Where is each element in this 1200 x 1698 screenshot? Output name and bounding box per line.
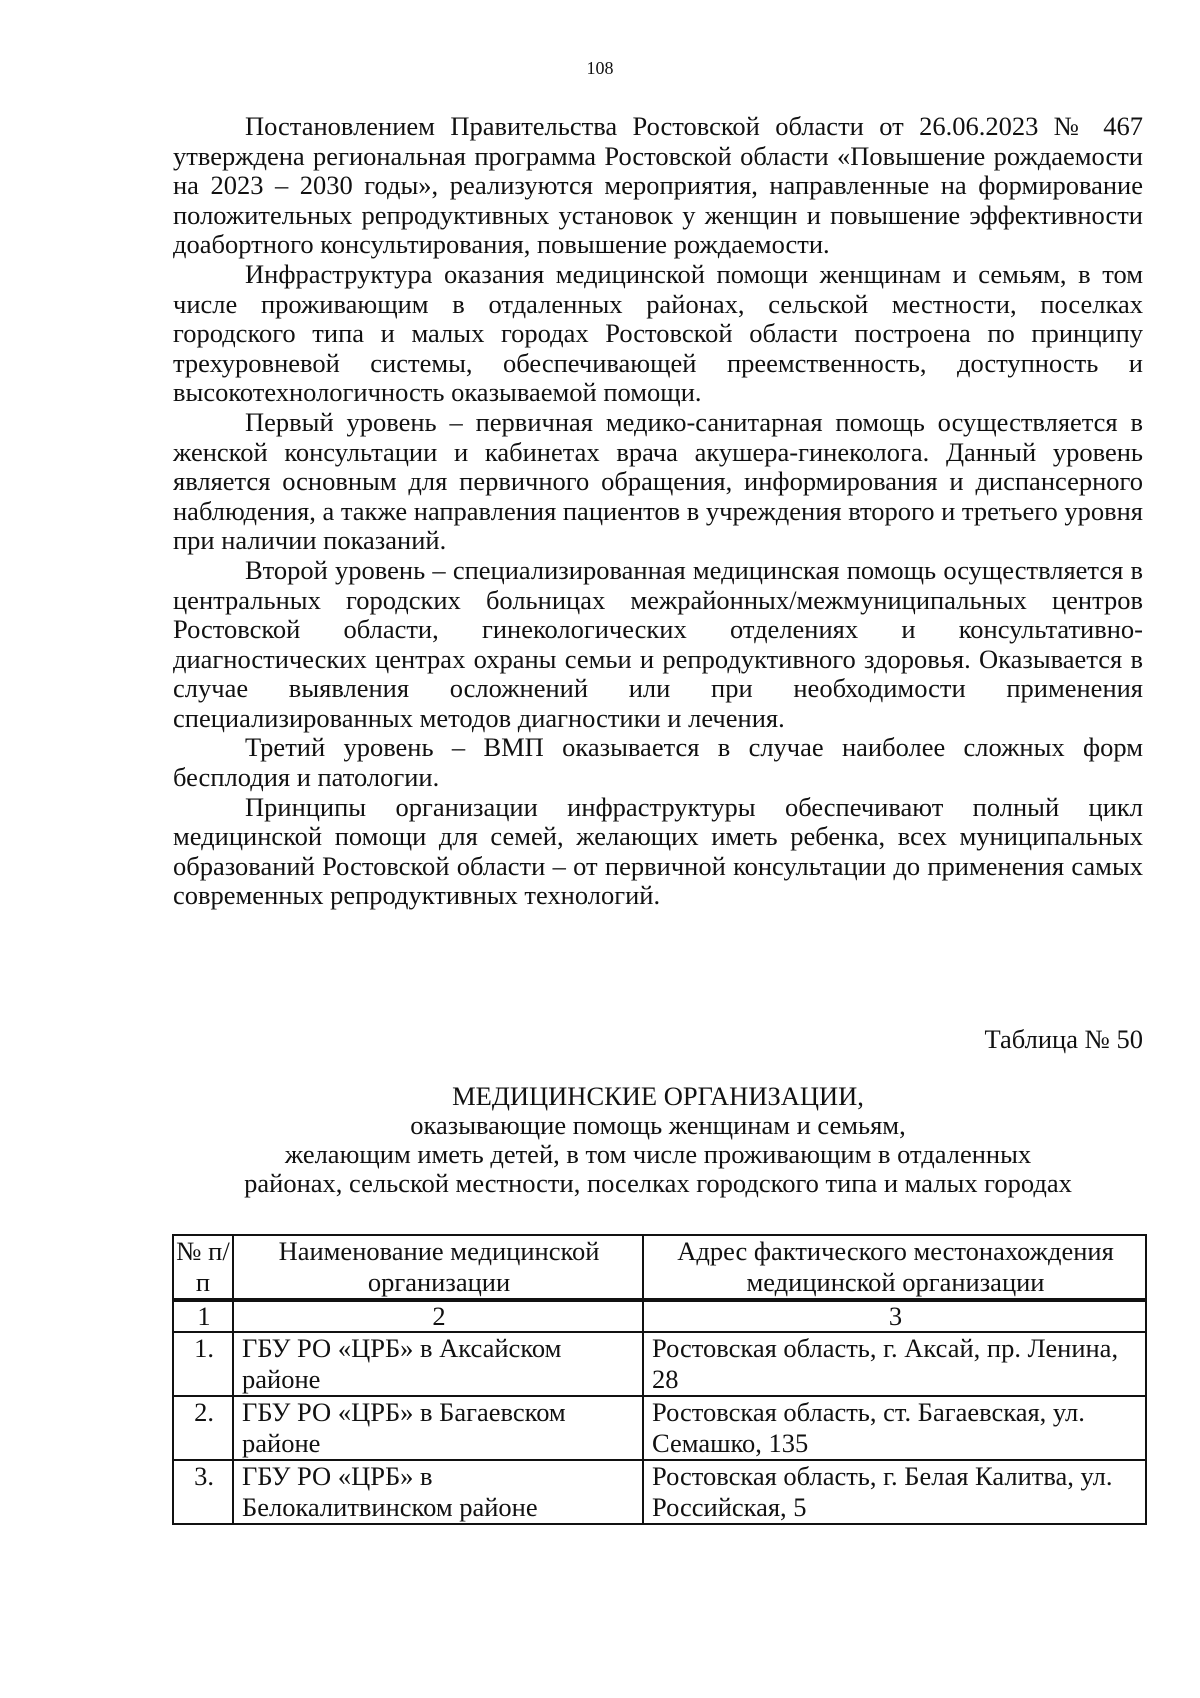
heading-subtitle-line: оказывающие помощь женщинам и семьям, [410, 1110, 906, 1140]
paragraph: Первый уровень – первичная медико-санитарная помощь осуществляется в женской консультации и кабинетах врача акушера-гинеколога. Данный уровень является основным для первичного обращения, информирования и диспансерного наблюдения, а также направления пациентов в учреждения второго и третьего уровня при наличии показаний. [173, 406, 1143, 556]
table-row [173, 1332, 1146, 1396]
column-index: 2 [233, 1300, 643, 1332]
organizations-table [172, 1234, 1147, 1525]
row-number: 3. [173, 1460, 233, 1524]
paragraph: Постановлением Правительства Ростовской области от 26.06.2023 № 467 утверждена региональная программа Ростовской области «Повышение рождаемости на 2023 – 2030 годы», реализуются мероприятия, направленные на формирование положительных репродуктивных установок у женщин и повышение эффективности доабортного консультирования, повышение рождаемости. [173, 111, 1143, 260]
heading-subtitle-line: желающим иметь детей, в том числе проживающим в отдаленных [284, 1139, 1032, 1169]
heading-title: МЕДИЦИНСКИЕ ОРГАНИЗАЦИИ, [452, 1081, 864, 1111]
header-address: Адрес фактического местонахождения медицинской организации [643, 1235, 1146, 1300]
org-name: ГБУ РО «ЦРБ» в Аксайском районе [233, 1332, 643, 1396]
column-index-row [173, 1300, 1146, 1332]
org-address: Ростовская область, г. Аксай, пр. Ленина, 28 [643, 1332, 1146, 1396]
paragraph: Второй уровень – специализированная медицинская помощь осуществляется в центральных городских больницах межрайонных/межмуниципальных центров Ростовской области, гинекологических отделениях и консультативно-диагностических центрах охраны семьи и репродуктивного здоровья. Оказывается в случае выявления осложнений или при необходимости применения специализированных методов диагностики и лечения. [173, 554, 1143, 733]
table-header-row [173, 1235, 1146, 1300]
heading-subtitle-line: районах, сельской местности, поселках городского типа и малых городах [244, 1168, 1072, 1198]
org-name: ГБУ РО «ЦРБ» в Багаевском районе [233, 1396, 643, 1460]
body-text [173, 112, 1143, 911]
paragraph: Принципы организации инфраструктуры обеспечивают полный цикл медицинской помощи для семей, желающих иметь ребенка, всех муниципальных образований Ростовской области – от первичной консультации до применения самых современных репродуктивных технологий. [173, 791, 1143, 911]
table-row [173, 1460, 1146, 1524]
header-num: № п/ п [173, 1235, 233, 1300]
org-name: ГБУ РО «ЦРБ» в Белокалитвинском районе [233, 1460, 643, 1524]
table-label: Таблица № 50 [984, 1024, 1143, 1054]
table-row [173, 1396, 1146, 1460]
paragraph: Инфраструктура оказания медицинской помощи женщинам и семьям, в том числе проживающим в отдаленных районах, сельской местности, поселках городского типа и малых городах Ростовской области построена по принципу трехуровневой системы, обеспечивающей преемственность, доступность и высокотехнологичность оказываемой помощи. [173, 258, 1143, 408]
org-address: Ростовская область, ст. Багаевская, ул. Семашко, 135 [643, 1396, 1146, 1460]
org-address: Ростовская область, г. Белая Калитва, ул. Российская, 5 [643, 1460, 1146, 1524]
row-number: 2. [173, 1396, 233, 1460]
paragraph: Третий уровень – ВМП оказывается в случае наиболее сложных форм бесплодия и патологии. [173, 732, 1143, 793]
column-index: 3 [643, 1300, 1146, 1332]
table-heading [173, 1082, 1143, 1198]
page-number: 108 [586, 58, 614, 78]
row-number: 1. [173, 1332, 233, 1396]
column-index: 1 [173, 1300, 233, 1332]
header-name: Наименование медицинской организации [233, 1235, 643, 1300]
